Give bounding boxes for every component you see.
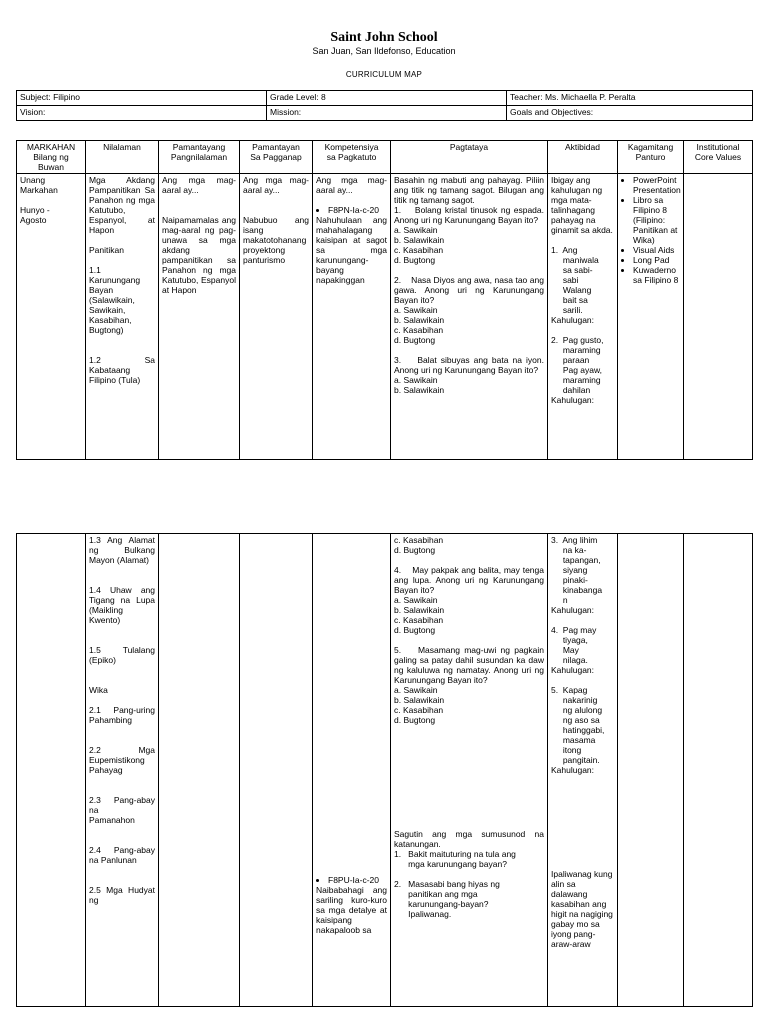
col-header-kagamitang-panturo: Kagamitang Panturo <box>618 141 684 174</box>
school-name: Saint John School <box>330 30 438 45</box>
pagganap-cell <box>240 534 313 1007</box>
vision-field: Vision: <box>17 106 267 121</box>
kagamitan-item: • Visual Aids <box>633 245 680 255</box>
kagamitan-list <box>621 175 680 285</box>
goals-field: Goals and Objectives: <box>507 106 753 121</box>
pagtataya-cell: Basahin ng mabuti ang pahayag. Piliin ang titik ng tamang sagot. Bilugan ang titik ng tamang sagot. 1. Bolang kristal tinusok ng espada. Anong uri ng Karunungang Bayan ito? a. Sawikain b. Salawikain c. Kasabihan d. Bugtong 2. Nasa Diyos ang awa, nasa tao ang gawa. Anong uri ng Karunungang Bayan ito? a. Sawikain b. Salawikain c. Kasabihan d. Bugtong 3. Balat sibuyas ang bata na iyon. Anong uri ng Karunungang Bayan ito? a. Sawikain b. Salawikain <box>391 174 548 460</box>
nilalaman-cell: 1.3 Ang Alamat ng Bulkang Mayon (Alamat) 1.4 Uhaw ang Tigang na Lupa (Maikling Kwento) 1.5 Tulalang (Epiko) Wika 2.1 Pang-uring Pahambing 2.2 Mga Eupemistikong Pahayag 2.3 Pang-abay na Pamanahon 2.4 Pang-abay na Panlunan 2.5 Mga Hudyat ng <box>86 534 159 1007</box>
pagtataya-cell: c. Kasabihan d. Bugtong 4. May pakpak ang balita, may tenga ang lupa. Anong uri ng Karunungang Bayan ito? a. Sawikain b. Salawikain c. Kasabihan d. Bugtong 5. Masamang mag-uwi ng pagkain galing sa patay dahil susundan ka daw ng kaluluwa ng namatay. Anong uri ng Karunungang Bayan ito? a. Sawikain b. Salawikain c. Kasabihan d. Bugtong Sagutin ang mga sumusunod na katanungan. 1. Bakit maituturing na tula ang mga karunungang bayan? 2. Masasabi bang hiyas ng panitikan ang mga karunungang-bayan? Ipaliwanag. <box>391 534 548 1007</box>
aktibidad-cell: Ibigay ang kahulugan ng mga mata-talinhagang pahayag na ginamit sa akda. 1. Ang maniwala sa sabi- sabi Walang bait sa sarili. Kahulugan: 2. Pag gusto, maraming paraan Pag ayaw, maraming dahilan Kahulugan: <box>548 174 618 460</box>
core-values-cell <box>684 174 753 460</box>
kagamitan-item: • Long Pad <box>633 255 680 265</box>
info-table <box>16 90 753 121</box>
col-header-aktibidad: Aktibidad <box>548 141 618 174</box>
col-header-kompetensiya: Kompetensiya sa Pagkatuto <box>313 141 391 174</box>
kagamitan-cell <box>618 534 684 1007</box>
kagamitan-cell <box>618 174 684 460</box>
pangnilalaman-cell: Ang mga mag-aaral ay... Naipamamalas ang mag-aaral ng pag-unawa sa mga akdang pampanitikan sa Panahon ng mga Katutubo, Espanyol at Hapon <box>159 174 240 460</box>
aktibidad-cell: 3. Ang lihim na ka- tapangan, siyang pinaki- kinabanga n Kahulugan: 4. Pag may tiyaga, May nilaga. Kahulugan: 5. Kapag nakarinig ng alulong ng aso sa hatinggabi, masama itong pangitain. Kahulugan: Ipaliwanag kung alin sa dalawang kasabihan ang higit na nagiging gabay mo sa iyong pang-araw-araw <box>548 534 618 1007</box>
grade-level-field: Grade Level: 8 <box>267 91 507 106</box>
col-header-pamantayang-pangnilalaman: Pamantayang Pangnilalaman <box>159 141 240 174</box>
nilalaman-cell: Mga Akdang Pampanitikan Sa Panahon ng mga Katutubo, Espanyol, at Hapon Panitikan 1.1 Karunungang Bayan (Salawikain, Sawikain, Kasabihan, Bugtong) 1.2 Sa Kabataang Filipino (Tula) <box>86 174 159 460</box>
col-header-nilalaman: Nilalaman <box>86 141 159 174</box>
markahan-cell <box>17 534 86 1007</box>
col-header-pagtataya: Pagtataya <box>391 141 548 174</box>
school-address: San Juan, San Ildefonso, Education <box>312 46 456 56</box>
col-header-core-values: Institutional Core Values <box>684 141 753 174</box>
curriculum-map-table-1 <box>16 140 753 460</box>
col-header-pamantayan-sa-pagganap: Pamantayan Sa Pagganap <box>240 141 313 174</box>
pagganap-cell: Ang mga mag-aaral ay... Nabubuo ang isang makatotohanang proyektong panturismo <box>240 174 313 460</box>
teacher-field: Teacher: Ms. Michaella P. Peralta <box>507 91 753 106</box>
mission-field: Mission: <box>267 106 507 121</box>
kompetensiya-cell: Ang mga mag-aaral ay... • F8PN-Ia-c-20 Nahuhulaan ang mahahalagang kaisipan at sagot sa mga karunungang-bayang napakinggan <box>313 174 391 460</box>
core-values-cell <box>684 534 753 1007</box>
document-title: CURRICULUM MAP <box>345 70 423 79</box>
kagamitan-item: • PowerPoint Presentation <box>633 175 680 195</box>
kagamitan-item: • Kuwaderno sa Filipino 8 <box>633 265 680 285</box>
pangnilalaman-cell <box>159 534 240 1007</box>
subject-field: Subject: Filipino <box>17 91 267 106</box>
kompetensiya-code: • F8PN-Ia-c-20 <box>328 205 387 215</box>
kompetensiya-code: • F8PU-Ia-c-20 <box>328 875 387 885</box>
markahan-cell: Unang Markahan Hunyo - Agosto <box>17 174 86 460</box>
curriculum-map-table-2 <box>16 533 753 1007</box>
kompetensiya-cell: • F8PU-Ia-c-20 Naibabahagi ang sariling kuro-kuro sa mga detalye at kaisipang nakapaloob sa <box>313 534 391 1007</box>
kagamitan-item: • Libro sa Filipino 8 (Filipino: Panitikan at Wika) <box>633 195 680 245</box>
col-header-markahan: MARKAHAN Bilang ng Buwan <box>17 141 86 174</box>
